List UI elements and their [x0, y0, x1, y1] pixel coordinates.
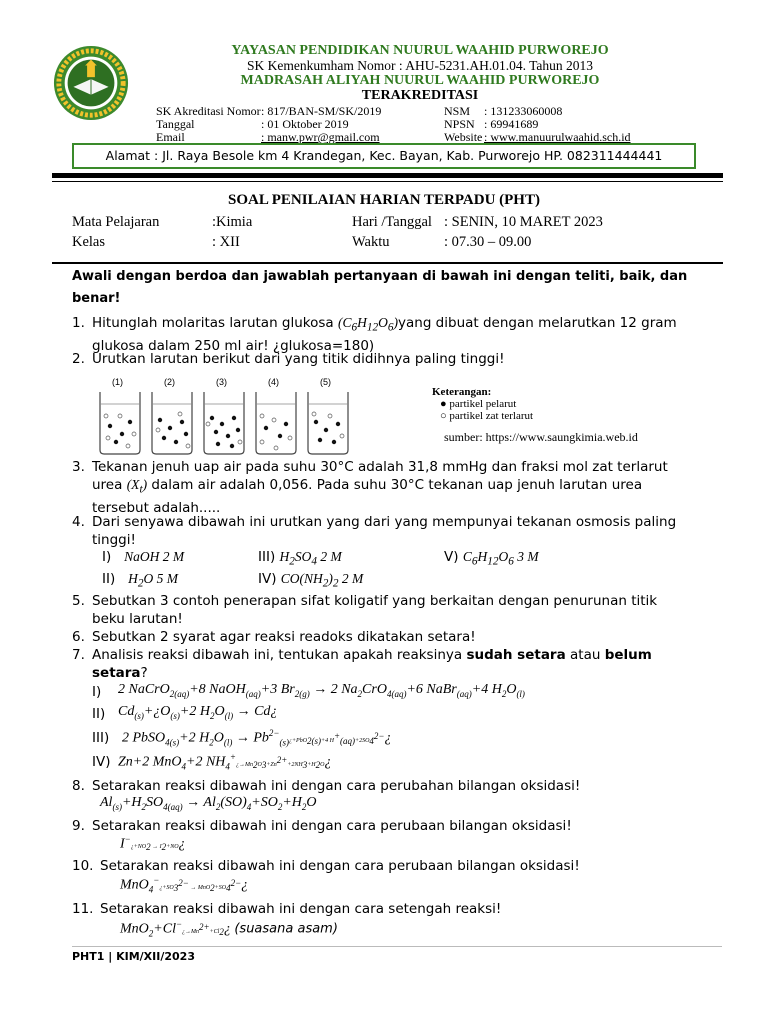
beakers-figure — [90, 376, 380, 456]
exam-title: SOAL PENILAIAN HARIAN TERPADU (PHT) — [228, 192, 540, 208]
q7-label-ii: II) — [92, 706, 106, 722]
formula-glucose: $(C_6H_{12}O_6)$ — [338, 315, 398, 334]
q7-label-iv: IV) — [92, 754, 111, 770]
beaker-label-2: (2) — [164, 377, 175, 387]
question-8: 8. Setarakan reaksi dibawah ini dengan cara perubahan bilangan oksidasi! — [72, 778, 581, 794]
day-label: Hari /Tanggal — [352, 214, 432, 230]
info-divider — [52, 262, 723, 264]
question-3: 3. Tekanan jenuh uap air pada suhu 30°C adalah 31,8 mmHg dan fraksi mol zat terlarut urea $(X_t)$ dalam air adalah 0,056. Pada suhu 30°C tekanan uap jenuh larutan urea tersebut adalah..... — [72, 459, 668, 516]
tanggal-value: : 01 Oktober 2019 — [261, 117, 349, 131]
website-label: Website — [444, 130, 483, 144]
q7-reaction-ii: $Cd_{(s)}+¿O_{(s)}+2$ $H_2O_{(l)}$ → Cd¿ — [118, 704, 278, 721]
foundation-name: YAYASAN PENDIDIKAN NUURUL WAAHID PURWOREJO — [231, 43, 609, 58]
time-label: Waktu — [352, 234, 390, 250]
instructions-line-1: Awali dengan berdoa dan jawablah pertanyaan di bawah ini dengan teliti, baik, dan — [72, 269, 688, 284]
beaker-label-1: (1) — [112, 377, 123, 387]
class-label: Kelas — [72, 234, 106, 250]
header-divider-thick — [52, 173, 723, 178]
q4-option-iv: IV) $CO(NH_2)_2$ 2 M — [258, 571, 364, 590]
question-11: 11. Setarakan reaksi dibawah ini dengan cara setengah reaksi! — [72, 901, 502, 917]
q7-reaction-i: 2 NaCrO$_{2(aq)}$+8 NaOH$_{(aq)}$+3 $Br_{2(g)} \to 2$ $Na_2CrO_{4(aq)}+6$ NaBr$_{(aq)}$+4 $H_2O_{(l)}$ — [118, 682, 525, 699]
question-7: 7. Analisis reaksi dibawah ini, tentukan apakah reaksinya sudah setara atau belum setara? — [72, 647, 652, 681]
beaker-label-5: (5) — [320, 377, 331, 387]
instructions — [72, 266, 732, 310]
legend-title: Keterangan: — [432, 386, 492, 398]
q7-reaction-iv: Zn+2 MnO$_4$+2 $NH_4^+¿\to Mn_2O_3+Zn^{2+}+2NH_3+H_2O¿$ — [118, 752, 332, 772]
accreditation: TERAKREDITASI — [361, 88, 479, 103]
q4-option-v: V) $C_6H_{12}O_6$ 3 M — [444, 549, 539, 568]
nsm-label: NSM — [444, 104, 471, 118]
npsn-label: NPSN — [444, 117, 475, 131]
day-value: : SENIN, 10 MARET 2023 — [444, 214, 603, 230]
q11-reaction: $MnO_2+Cl^-¿\to Mn^{2+}+Cl_2¿$ (suasana asam) — [120, 919, 338, 939]
header-divider-thin — [52, 181, 723, 182]
email-link[interactable]: : manw.pwr@gmail.com — [261, 130, 380, 144]
sk-akreditasi-label: SK Akreditasi Nomor — [156, 104, 261, 118]
q11-condition: (suasana asam) — [234, 921, 338, 937]
beaker-label-3: (3) — [216, 377, 227, 387]
sk-number: SK Kemenkumham Nomor : AHU-5231.AH.01.04. Tahun 2013 — [246, 58, 594, 73]
address-box: Alamat : Jl. Raya Besole km 4 Krandegan, Kec. Bayan, Kab. Purworejo HP. 082311444441 — [72, 143, 696, 169]
question-10: 10. Setarakan reaksi dibawah ini dengan cara perubaan bilangan oksidasi! — [72, 858, 580, 874]
legend-solvent: ● partikel pelarut — [440, 398, 517, 410]
question-1: 1. Hitunglah molaritas larutan glukosa $(C_6H_{12}O_6)yang$ dibuat dengan melarutkan 12 gram glukosa dalam 250 ml air! ¿glukosa=180) — [72, 315, 677, 354]
q4-option-i: I) NaOH 2 M — [102, 549, 185, 565]
footer-code: PHT1 | KIM/XII/2023 — [72, 950, 195, 963]
q4-option-iii: III) $H_2SO_4$ 2 M — [258, 549, 342, 568]
q9-reaction: $I^-¿+NO_2$ → $I_2+NO¿$ — [120, 834, 186, 852]
tanggal-label: Tanggal — [156, 117, 195, 131]
instructions-line-2: benar! — [72, 291, 121, 306]
npsn-value: : 69941689 — [484, 117, 539, 131]
q4-option-ii: II) $H_2O$ 5 M — [102, 571, 178, 590]
q7-label-i: I) — [92, 684, 102, 700]
school-logo — [52, 44, 130, 122]
nsm-value: : 131233060008 — [484, 104, 563, 118]
email-label: Email — [156, 130, 185, 144]
figure-source: sumber: https://www.saungkimia.web.id — [444, 430, 638, 444]
beaker-label-4: (4) — [268, 377, 279, 387]
website-link[interactable]: : www.manuurulwaahid.sch.id — [484, 130, 631, 144]
question-5: 5. Sebutkan 3 contoh penerapan sifat koligatif yang berkaitan dengan penurunan titik beku larutan! — [72, 593, 658, 627]
q7-reaction-iii: 2 PbSO$_{4(s)}$+2 $H_2O_{(l)}$ → $Pb^{2-}_{(s)}¿+PbO_{2(s)}+4$ $H^+_{(aq)}+2SO_4^{2-}¿$ — [122, 728, 392, 748]
subject-value: :Kimia — [212, 214, 253, 230]
time-value: : 07.30 – 09.00 — [444, 234, 532, 250]
question-4: 4. Dari senyawa dibawah ini urutkan yang dari yang mempunyai tekanan osmosis paling tinggi! — [72, 514, 677, 548]
q8-reaction: $Al_{(s)}+H_2SO_{4(aq)} \to Al_2(SO)_4+SO_2+H_2O$ — [100, 795, 317, 812]
sk-akreditasi-value: : 817/BAN-SM/SK/2019 — [261, 104, 382, 118]
q10-reaction: $MnO_4^-¿+SO_3^{2-}$ → $MnO_2+SO_4^{2-}¿$ — [120, 875, 249, 895]
question-2: 2. Urutkan larutan berikut dari yang titik didihnya paling tinggi! — [72, 351, 505, 367]
legend-solute: ○ partikel zat terlarut — [440, 410, 534, 422]
subject-label: Mata Pelajaran — [72, 214, 160, 230]
question-6: 6. Sebutkan 2 syarat agar reaksi readoks dikatakan setara! — [72, 629, 476, 645]
q7-label-iii: III) — [92, 730, 110, 746]
question-9: 9. Setarakan reaksi dibawah ini dengan cara perubaan bilangan oksidasi! — [72, 818, 572, 834]
school-name: MADRASAH ALIYAH NUURUL WAAHID PURWOREJO — [240, 73, 600, 88]
footer-divider — [72, 946, 722, 947]
class-value: : XII — [212, 234, 240, 250]
